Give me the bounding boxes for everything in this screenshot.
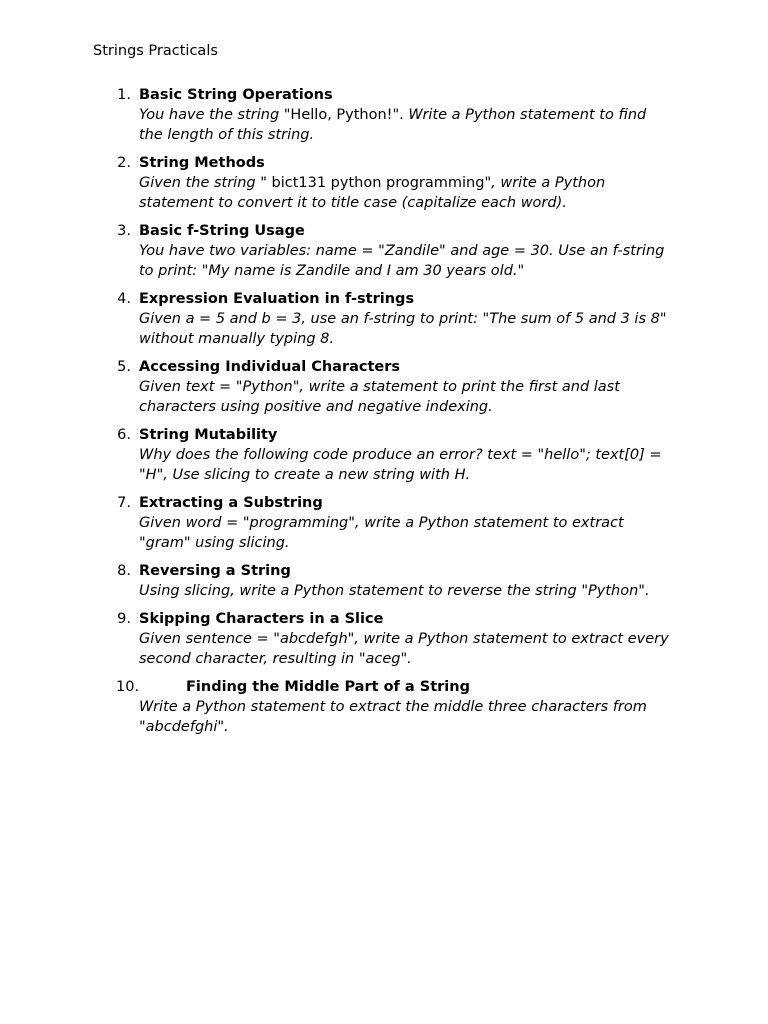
list-item (0, 154, 768, 213)
item-heading: Accessing Individual Characters (139, 358, 401, 375)
item-number: 6. (117, 426, 131, 443)
description-text: " bict131 python programming" (260, 174, 492, 191)
description-text: You have the string (139, 106, 284, 123)
item-number: 9. (117, 611, 131, 628)
item-description: Given word = "programming", write a Python statement to extract "gram" using slicing. (139, 514, 624, 551)
list-item (0, 222, 768, 281)
list-item (0, 86, 768, 145)
item-description: Given sentence = "abcdefgh", write a Python statement to extract every second character, resulting in "aceg". (139, 630, 669, 667)
list-item (0, 290, 768, 349)
list-item (0, 610, 768, 669)
item-number: 1. (117, 87, 131, 103)
practicals-list (0, 86, 768, 746)
item-heading: Skipping Characters in a Slice (139, 611, 384, 628)
item-description: Why does the following code produce an error? text = "hello"; text[0] = "H", Use slicing to create a new string with H. (139, 446, 662, 483)
item-heading: Expression Evaluation in f-strings (139, 290, 415, 307)
description-text: "Hello, Python!". (283, 106, 409, 123)
item-heading: String Mutability (139, 426, 278, 443)
item-number: 5. (117, 358, 131, 375)
item-description: Write a Python statement to extract the middle three characters from "abcdefghi". (139, 698, 647, 735)
item-description (139, 174, 669, 214)
item-description: Given a = 5 and b = 3, use an f-string to print: "The sum of 5 and 3 is 8" without manually typing 8. (139, 310, 667, 347)
item-number: 8. (117, 562, 131, 579)
description-text: Write a Python statement to find the length of this string. (139, 106, 647, 143)
item-description: You have two variables: name = "Zandile" and age = 30. Use an f-string to print: "My name is Zandile and I am 30 years old." (139, 242, 665, 279)
item-heading: String Methods (139, 154, 265, 171)
document-title: Strings Practicals (93, 43, 218, 59)
list-item (0, 426, 768, 485)
item-heading: Extracting a Substring (139, 494, 323, 511)
list-item (0, 562, 768, 602)
item-number: 2. (117, 154, 131, 171)
list-item (0, 678, 768, 737)
item-number: 10. (116, 679, 140, 696)
list-item (0, 494, 768, 553)
item-description: Using slicing, write a Python statement to reverse the string "Python". (139, 582, 650, 599)
description-text: Given the string (139, 174, 261, 191)
item-number: 4. (117, 290, 131, 307)
item-description (139, 106, 669, 146)
list-item (0, 358, 768, 417)
item-description: Given text = "Python", write a statement to print the first and last characters using positive and negative indexing. (139, 378, 620, 415)
item-heading: Finding the Middle Part of a String (186, 679, 470, 696)
item-heading: Basic String Operations (139, 87, 333, 103)
item-number: 7. (117, 494, 131, 511)
item-heading: Basic f-String Usage (139, 222, 305, 239)
item-number: 3. (117, 222, 131, 239)
item-heading: Reversing a String (139, 562, 291, 579)
description-text: , write a Python statement to convert it to title case (capitalize each word). (139, 174, 606, 211)
